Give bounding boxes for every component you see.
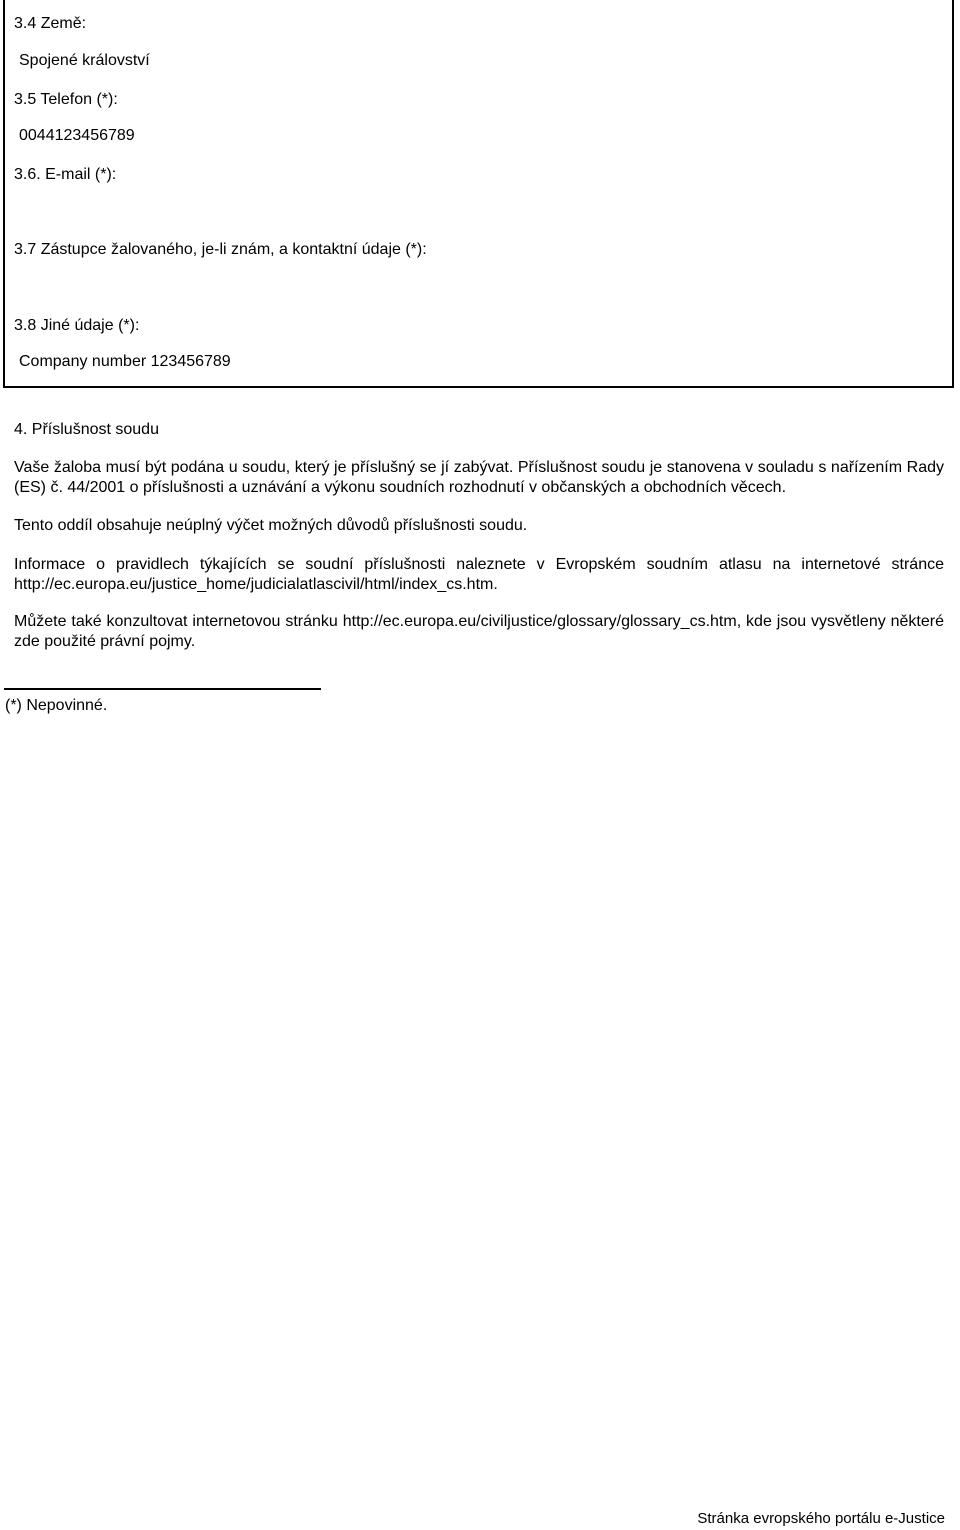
representative-label: 3.7 Zástupce žalovaného, je-li znám, a kontaktní údaje (*): xyxy=(14,241,427,258)
jurisdiction-paragraph-2: Tento oddíl obsahuje neúplný výčet možných důvodů příslušnosti soudu. xyxy=(14,517,528,534)
jurisdiction-paragraph-3: Informace o pravidlech týkajících se soudní příslušnosti naleznete v Evropském soudním atlasu na internetové stránce http://ec.europa.eu/justice_home/judicialatlascivil/html/index_cs.htm. xyxy=(14,556,944,593)
section-heading: 4. Příslušnost soudu xyxy=(14,421,159,438)
other-details-value: Company number 123456789 xyxy=(19,353,231,370)
footnote-divider xyxy=(4,688,321,690)
email-label: 3.6. E-mail (*): xyxy=(14,166,117,183)
country-label: 3.4 Země: xyxy=(14,15,87,32)
country-value: Spojené království xyxy=(19,52,150,69)
jurisdiction-paragraph-1: Vaše žaloba musí být podána u soudu, který je příslušný se jí zabývat. Příslušnost soudu je stanovena v souladu s nařízením Rady (ES) č. 44/2001 o příslušnosti a uznávání a výkonu soudních rozhodnutí v občanských a obchodních věcech. xyxy=(14,459,944,496)
jurisdiction-paragraph-4: Můžete také konzultovat internetovou stránku http://ec.europa.eu/civiljustice/glossary/glossary_cs.htm, kde jsou vysvětleny některé zde použité právní pojmy. xyxy=(14,613,944,650)
footnote: (*) Nepovinné. xyxy=(5,697,108,714)
other-details-label: 3.8 Jiné údaje (*): xyxy=(14,317,140,334)
phone-label: 3.5 Telefon (*): xyxy=(14,91,118,108)
phone-value: 0044123456789 xyxy=(19,127,135,144)
page-footer: Stránka evropského portálu e-Justice xyxy=(697,1510,945,1527)
